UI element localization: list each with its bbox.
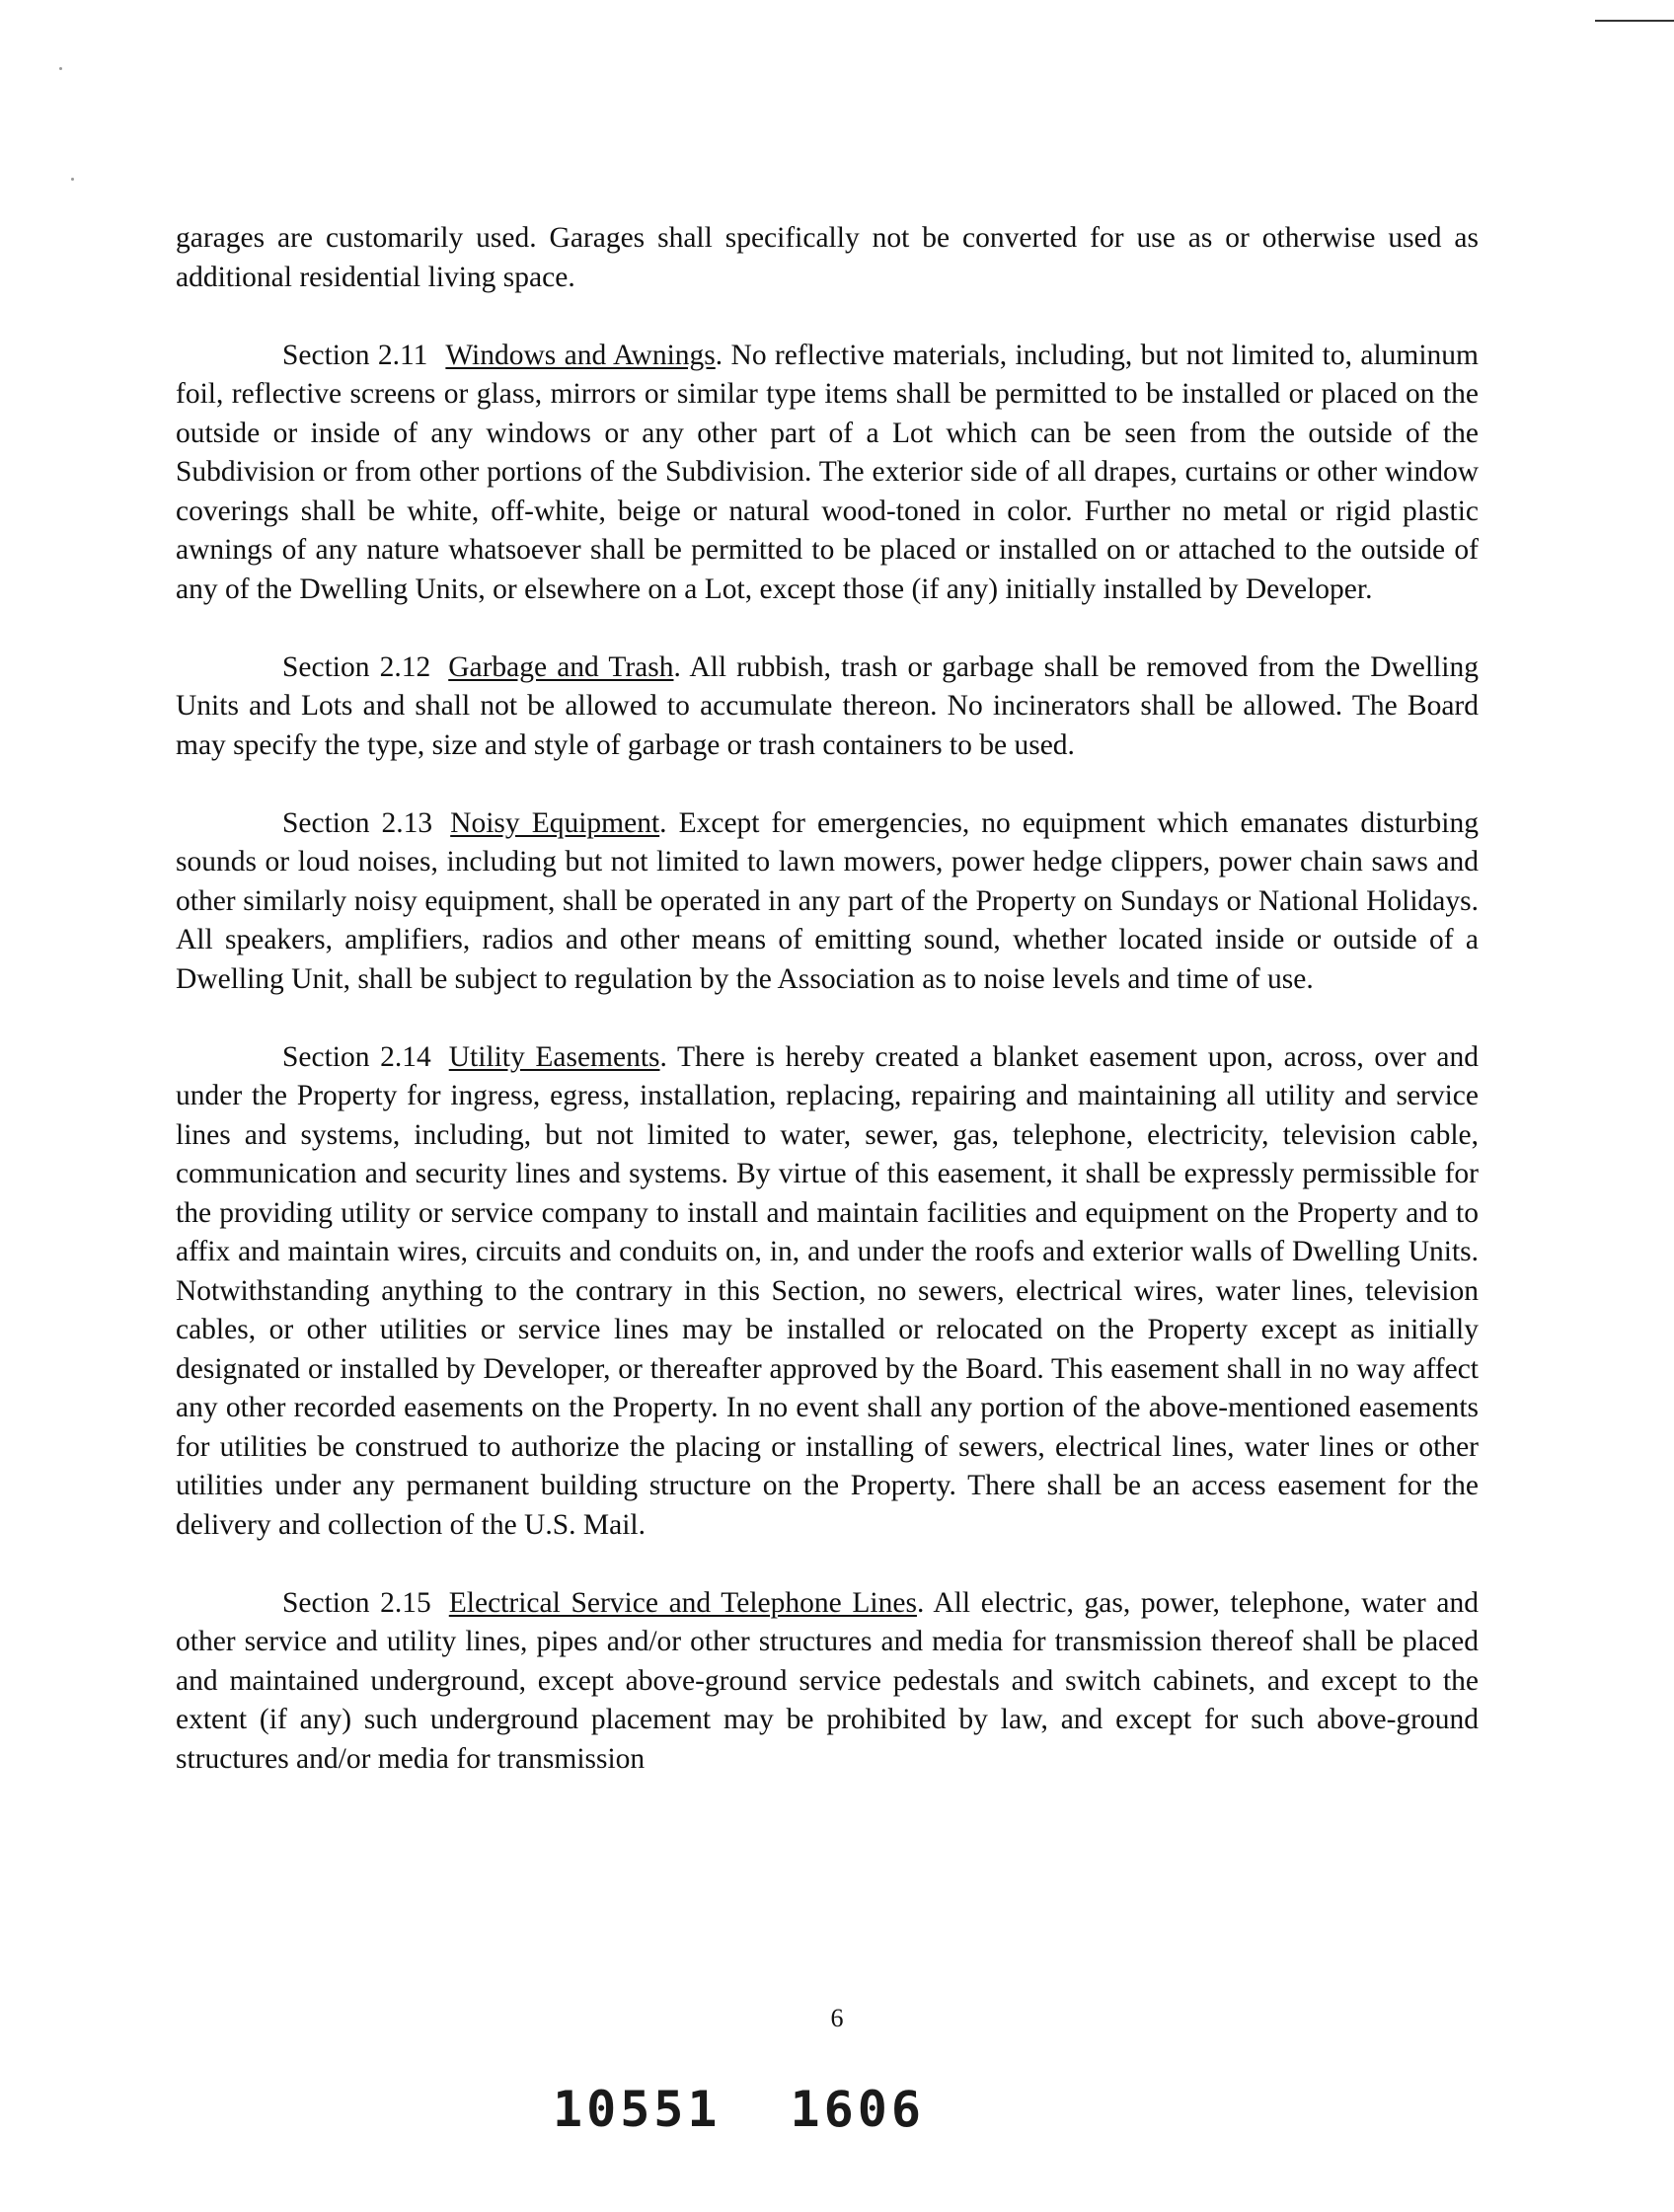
- section-number: Section 2.15: [282, 1586, 431, 1619]
- section-heading: Garbage and Trash: [448, 650, 674, 683]
- section-text: . Except for emergencies, no equipment which emanates disturbing sounds or loud noises, including but not limited to lawn mowers, power hedge clippers, power chain saws and other similarly noisy equipment, shall be operated in any part of the Property on Sundays or National Holidays. All speakers, amplifiers, radios and other means of emitting sound, whether located inside or outside of a Dwelling Unit, shall be subject to regulation by the Association as to noise levels and time of use.: [176, 806, 1479, 995]
- section-number: Section 2.14: [282, 1040, 431, 1073]
- section-heading: Windows and Awnings: [445, 339, 716, 371]
- section-number: Section 2.12: [282, 650, 431, 683]
- continuation-paragraph: garages are customarily used. Garages shall specifically not be converted for use as or otherwise used as additional residential living space.: [176, 222, 1479, 293]
- section-2-12: [176, 648, 1479, 766]
- section-text: . No reflective materials, including, but not limited to, aluminum foil, reflective screens or glass, mirrors or similar type items shall be permitted to be installed or placed on the outside or inside of any windows or any other part of a Lot which can be seen from the outside of the Subdivision or from other portions of the Subdivision. The exterior side of all drapes, curtains or other window coverings shall be white, off-white, beige or natural wood-toned in color. Further no metal or rigid plastic awnings of any nature whatsoever shall be permitted to be placed or installed on or attached to the outside of any of the Dwelling Units, or elsewhere on a Lot, except those (if any) initially installed by Developer.: [176, 339, 1479, 605]
- section-2-13: [176, 804, 1479, 1000]
- recording-book: 10551: [553, 2081, 722, 2138]
- section-heading: Noisy Equipment: [450, 806, 660, 839]
- section-text: . There is hereby created a blanket easement upon, across, over and under the Property for ingress, egress, installation, replacing, repairing and maintaining all utility and service lines and systems, including, but not limited to water, sewer, gas, telephone, electricity, television cable, communication and security lines and systems. By virtue of this easement, it shall be expressly permissible for the providing utility or service company to install and maintain facilities and equipment on the Property and to affix and maintain wires, circuits and conduits on, in, and under the roofs and exterior walls of Dwelling Units. Notwithstanding anything to the contrary in this Section, no sewers, electrical wires, water lines, television cables, or other utilities or service lines may be installed or relocated on the Property except as initially designated or installed by Developer, or thereafter approved by the Board. This easement shall in no way affect any other recorded easements on the Property. In no event shall any portion of the above-mentioned easements for utilities be construed to authorize the placing or installing of sewers, electrical lines, water lines or other utilities under any permanent building structure on the Property. There shall be an access easement for the delivery and collection of the U.S. Mail.: [176, 1040, 1479, 1541]
- scan-corner-mark: [1595, 20, 1674, 22]
- page-number: 6: [830, 2004, 844, 2032]
- section-2-14: [176, 1038, 1479, 1546]
- recording-stamp: [553, 2081, 925, 2138]
- section-number: Section 2.13: [282, 806, 433, 839]
- section-number: Section 2.11: [282, 339, 428, 371]
- scan-speck: [71, 178, 74, 181]
- section-heading: Electrical Service and Telephone Lines: [448, 1586, 917, 1619]
- section-heading: Utility Easements: [448, 1040, 660, 1073]
- scan-speck: [59, 67, 62, 70]
- section-text: . All rubbish, trash or garbage shall be removed from the Dwelling Units and Lots and shall not be allowed to accumulate thereon. No incinerators shall be allowed. The Board may specify the type, size and style of garbage or trash containers to be used.: [176, 650, 1479, 761]
- section-2-11: [176, 337, 1479, 610]
- section-text: . All electric, gas, power, telephone, water and other service and utility lines, pipes and/or other structures and media for transmission thereof shall be placed and maintained underground, except above-ground service pedestals and switch cabinets, and except to the extent (if any) such underground placement may be prohibited by law, and except for such above-ground structures and/or media for transmission: [176, 1586, 1479, 1775]
- document-body: [176, 219, 1479, 1818]
- recording-page: 1606: [790, 2081, 925, 2138]
- section-2-15: [176, 1584, 1479, 1780]
